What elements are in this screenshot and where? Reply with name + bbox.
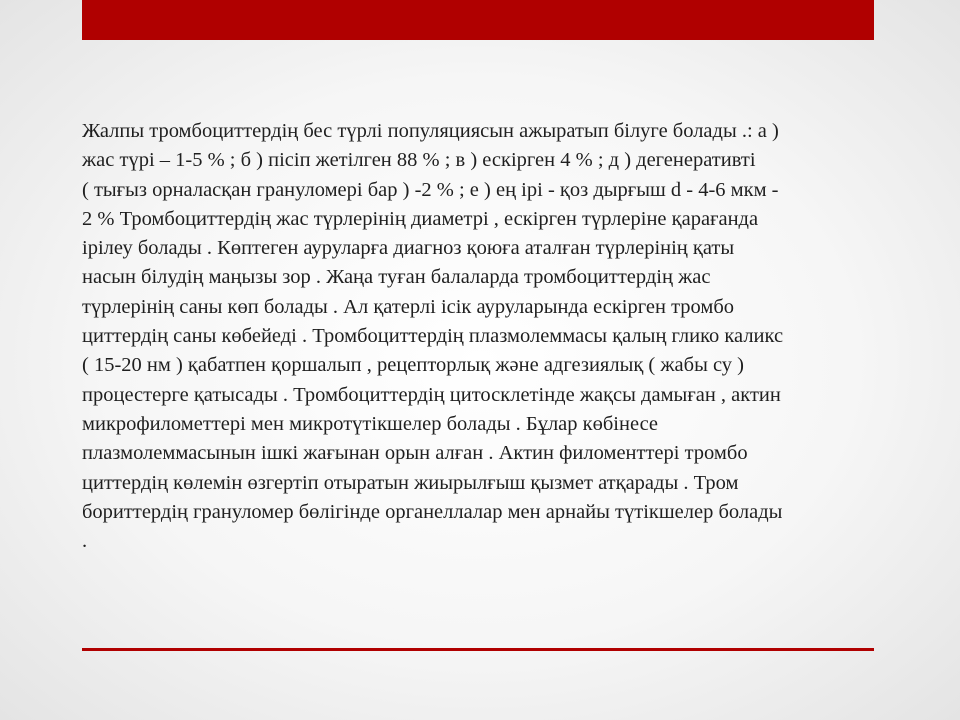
- slide-body-text: [82, 117, 912, 556]
- top-accent-bar: [82, 0, 874, 40]
- text-line: бориттердің грануломер бөлігінде органеллалар мен арнайы түтікшелер болады: [82, 500, 783, 523]
- text-line: циттердің саны көбейеді . Тромбоциттердің плазмолеммасы қалың глико каликс: [82, 325, 784, 348]
- text-line: .: [82, 530, 88, 553]
- text-line: 2 % Тромбоциттердің жас түрлерінің диаметрі , ескірген түрлеріне қарағанда: [82, 207, 759, 230]
- text-line: Жалпы тромбоциттердің бес түрлі популяциясын ажыратып білуге болады .: а ): [82, 120, 779, 142]
- text-line: жас түрі – 1-5 % ; б ) пісіп жетілген 88 % ; в ) ескірген 4 % ; д ) дегенеративті: [82, 149, 756, 172]
- bottom-accent-line: [82, 648, 874, 651]
- text-line: микрофилометтері мен микротүтікшелер болады . Бұлар көбінесе: [82, 412, 659, 435]
- text-line: түрлерінің саны көп болады . Ал қатерлі ісік ауруларында ескірген тромбо: [82, 295, 735, 318]
- text-line: насын білудің маңызы зор . Жаңа туған балаларда тромбоциттердің жас: [82, 266, 711, 289]
- text-line: процестерге қатысады . Тромбоциттердің цитосклетінде жақсы дамыған , актин: [82, 383, 781, 406]
- text-line: циттердің көлемін өзгертіп отыратын жиырылғыш қызмет атқарады . Тром: [82, 471, 739, 494]
- text-line: ірілеу болады . Көптеген ауруларға диагноз қоюға аталған түрлерінің қаты: [82, 237, 735, 260]
- text-line: ( 15-20 нм ) қабатпен қоршалып , рецепторлық және адгезиялық ( жабы су ): [82, 354, 745, 377]
- text-line: плазмолеммасынын ішкі жағынан орын алған . Актин филоменттері тромбо: [82, 442, 748, 465]
- text-line: ( тығыз орналасқан грануломері бар ) -2 % ; е ) ең ірі - қоз дырғыш d - 4-6 мкм -: [82, 178, 779, 201]
